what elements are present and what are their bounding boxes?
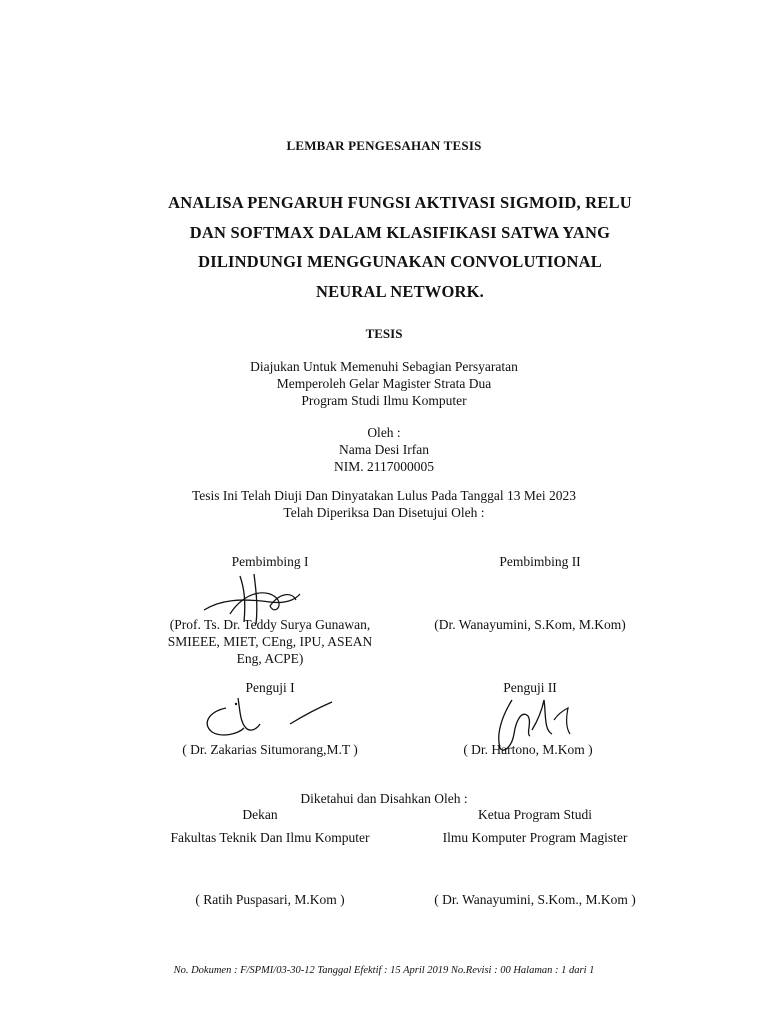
ratified-label: Diketahui dan Disahkan Oleh : bbox=[300, 791, 468, 806]
title-line: DAN SOFTMAX DALAM KLASIFIKASI SATWA YANG bbox=[189, 222, 611, 242]
examiner1-role: Penguji I bbox=[245, 680, 295, 695]
author-block bbox=[0, 424, 768, 475]
dean-role: Dekan bbox=[242, 807, 278, 822]
supervisor1-name-line: (Prof. Ts. Dr. Teddy Surya Gunawan, bbox=[169, 617, 371, 632]
title-line: DILINDUNGI MENGGUNAKAN CONVOLUTIONAL bbox=[198, 252, 602, 271]
supervisor1-name bbox=[140, 616, 400, 667]
approval-statement bbox=[0, 487, 768, 521]
head-block bbox=[400, 806, 670, 846]
page-heading: LEMBAR PENGESAHAN TESIS bbox=[286, 138, 482, 153]
examiner1-signature bbox=[198, 694, 338, 744]
submission-line: Program Studi Ilmu Komputer bbox=[301, 393, 467, 408]
dean-unit: Fakultas Teknik Dan Ilmu Komputer bbox=[170, 830, 370, 845]
document-footer: No. Dokumen : F/SPMI/03-30-12 Tanggal Efektif : 15 April 2019 No.Revisi : 00 Halaman : 1 dari 1 bbox=[173, 965, 595, 976]
author-name: Nama Desi Irfan bbox=[339, 442, 429, 457]
title-line: ANALISA PENGARUH FUNGSI AKTIVASI SIGMOID, RELU bbox=[168, 193, 632, 212]
examiner2-name: ( Dr. Hartono, M.Kom ) bbox=[463, 742, 593, 757]
supervisor1-name-line: Eng, ACPE) bbox=[236, 651, 304, 666]
submission-statement bbox=[0, 358, 768, 409]
examiner2-role: Penguji II bbox=[503, 680, 557, 695]
dean-name: ( Ratih Puspasari, M.Kom ) bbox=[195, 892, 345, 907]
approval-line: Tesis Ini Telah Diuji Dan Dinyatakan Lulus Pada Tanggal 13 Mei 2023 bbox=[192, 488, 576, 503]
submission-line: Diajukan Untuk Memenuhi Sebagian Persyaratan bbox=[250, 359, 518, 374]
approval-line: Telah Diperiksa Dan Disetujui Oleh : bbox=[283, 505, 485, 520]
supervisor1-role: Pembimbing I bbox=[231, 554, 309, 569]
examiner1-name: ( Dr. Zakarias Situmorang,M.T ) bbox=[182, 742, 358, 757]
supervisor2-name: (Dr. Wanayumini, S.Kom, M.Kom) bbox=[434, 617, 626, 632]
head-name: ( Dr. Wanayumini, S.Kom., M.Kom ) bbox=[434, 892, 636, 907]
author-nim: NIM. 2117000005 bbox=[334, 459, 434, 474]
title-line: NEURAL NETWORK. bbox=[315, 281, 485, 301]
document-type: TESIS bbox=[365, 326, 403, 341]
author-by-label: Oleh : bbox=[367, 425, 401, 440]
head-role: Ketua Program Studi bbox=[478, 807, 592, 822]
supervisor1-name-line: SMIEEE, MIET, CEng, IPU, ASEAN bbox=[167, 634, 373, 649]
dean-block bbox=[140, 806, 400, 846]
submission-line: Memperoleh Gelar Magister Strata Dua bbox=[276, 376, 492, 391]
thesis-title bbox=[120, 188, 680, 306]
supervisor2-role: Pembimbing II bbox=[499, 554, 581, 569]
head-unit: Ilmu Komputer Program Magister bbox=[442, 830, 628, 845]
